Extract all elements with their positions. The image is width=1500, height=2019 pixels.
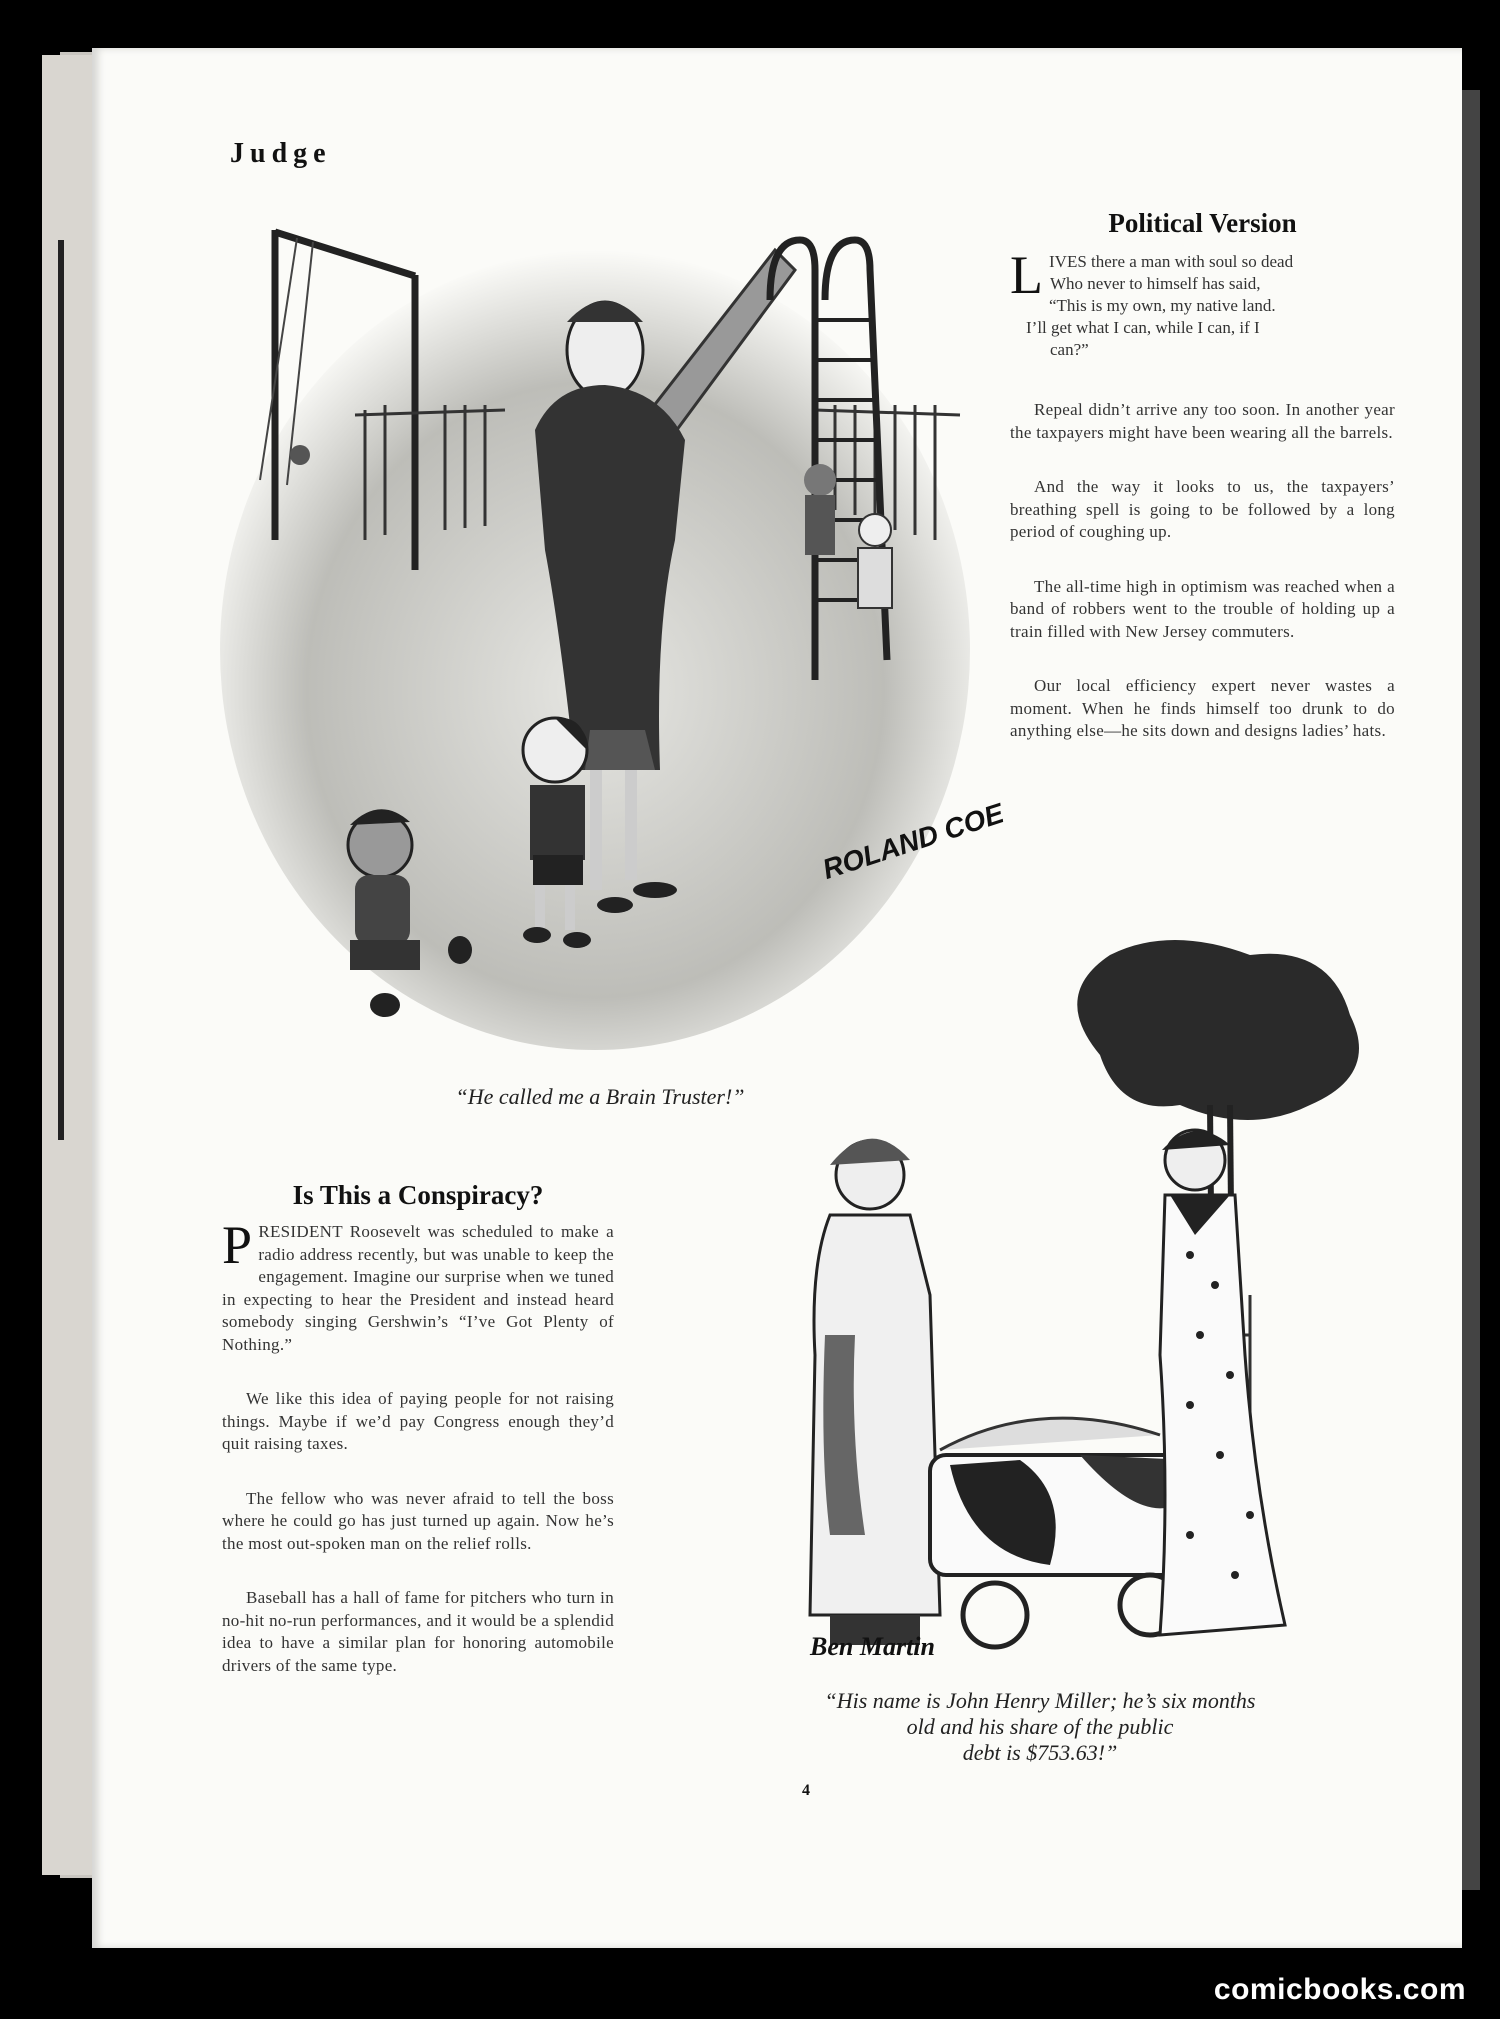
watermark: comicbooks.com xyxy=(1213,1973,1466,2006)
paragraph: And the way it looks to us, the taxpayers’ breathing spell is going to be followed by a long period of coughing up. xyxy=(1010,477,1395,541)
cartoon-playground xyxy=(215,210,1008,1050)
poem-line: IVES there a man with soul so dead xyxy=(1049,252,1294,271)
poem-line: can?” xyxy=(1050,340,1089,359)
paragraph: We like this idea of paying people for not raising things. Maybe if we’d pay Congress enough they’d quit raising taxes. xyxy=(222,1389,614,1453)
cartoon2-caption xyxy=(720,1688,1360,1766)
masthead: Judge xyxy=(230,138,332,169)
poem-line: “This is my own, my native land. xyxy=(1049,296,1276,315)
paragraph: The fellow who was never afraid to tell the boss where he could go has just turned up again. Now he’s the most out-spoken man on the relief rolls. xyxy=(222,1488,614,1553)
conspiracy-column xyxy=(222,1180,614,1709)
paragraph: Baseball has a hall of fame for pitchers who turn in no-hit no-run performances, and it would be a splendid idea to have a similar plan for honoring automobile drivers of the same type. xyxy=(222,1588,614,1675)
caption-line: debt is $753.63!” xyxy=(962,1740,1118,1765)
cartoon1-caption: “He called me a Brain Truster!” xyxy=(455,1084,745,1109)
conspiracy-text xyxy=(222,1215,614,1677)
caption-line: old and his share of the public xyxy=(906,1714,1174,1739)
poem-dropcap: L xyxy=(1010,245,1043,305)
paragraph: Repeal didn’t arrive any too soon. In another year the taxpayers might have been wearing all the barrels. xyxy=(1010,400,1395,442)
political-version-text xyxy=(1010,399,1395,743)
political-version-title: Political Version xyxy=(1108,208,1297,238)
political-version-column xyxy=(1010,208,1395,775)
poem-line: Who never to himself has said, xyxy=(1050,274,1261,293)
poem xyxy=(1010,245,1395,361)
cartoon1-signature: ROLAND COE xyxy=(818,797,1008,885)
poem-line: I’ll get what I can, while I can, if I xyxy=(1026,318,1260,337)
caption-line: “His name is John Henry Miller; he’s six months xyxy=(824,1688,1256,1713)
cartoon2-signature: Ben Martin xyxy=(810,1632,935,1661)
paragraph: Our local efficiency expert never wastes a moment. When he finds himself too drunk to do anything else—he sits down and designs ladies’ hats. xyxy=(1010,676,1395,740)
lead-text: RESIDENT Roosevelt was scheduled to make a radio address recently, but was unable to keep the engagement. Imagine our surprise when we tuned in expecting to hear the President and instead heard somebody singing Gershwin’s “I’ve Got Plenty of Nothing.” xyxy=(222,1222,614,1354)
spine xyxy=(58,240,64,1140)
paragraph: The all-time high in optimism was reached when a band of robbers went to the trouble of holding up a train filled with New Jersey commuters. xyxy=(1010,576,1395,641)
paragraph xyxy=(222,1215,614,1356)
page-number: 4 xyxy=(802,1782,810,1799)
conspiracy-dropcap: P xyxy=(222,1215,253,1275)
cartoon-pram xyxy=(690,935,1390,1665)
conspiracy-title: Is This a Conspiracy? xyxy=(292,1180,544,1210)
